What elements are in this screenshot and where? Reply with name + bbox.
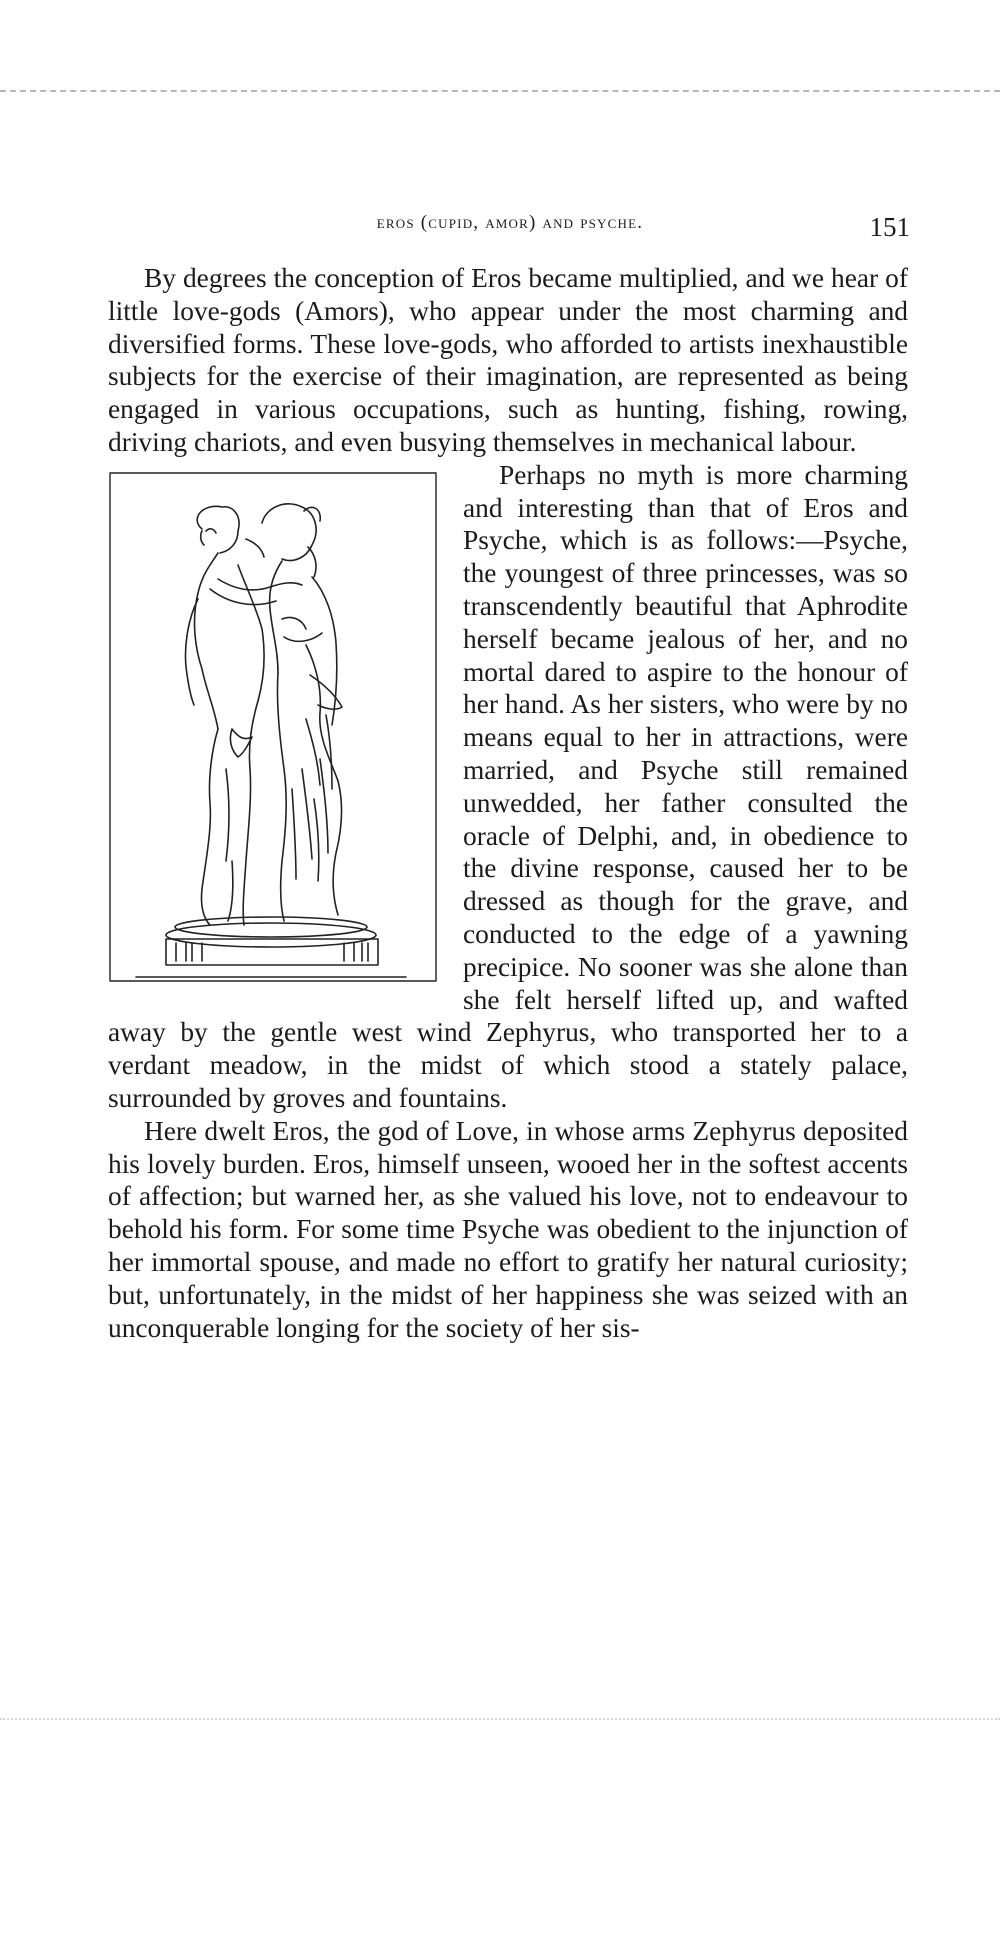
paragraph-2: Perhaps no myth is more charming and interesting than that of Eros and Psyche, which is as follows:—Psyche, the youngest of three princesses, was so transcendently beautiful that Aphrodite herself became jealous of her, and no mortal dared to aspire to the honour of her hand. As her sisters, who were by no means equal to her in attractions, were married, and Psyche still remained unwedded, her father consulted the oracle of Delphi, and, in obedience to the divine response, caused her to be dressed as though for the grave, and conducted to the edge of a yawning precipice. No sooner was she alone than she felt herself lifted up, and wafted away by the gentle west wind Zephyrus, who transported her to a verdant meadow, in the midst of which stood a stately palace, surrounded by groves and fountains. [108,459,908,1113]
paragraph-1: By degrees the conception of Eros became multiplied, and we hear of little love-gods (Amors), who appear under the most charming and diversified forms. These love-gods, who afforded to artists inexhaustible subjects for the exercise of their imagination, are represented as being engaged in various occupations, such as hunting, fishing, rowing, driving chariots, and even busying themselves in mechanical labour. [108,263,908,457]
page-number: 151 [869,212,910,242]
scan-bottom-marks [0,1718,1000,1722]
paragraph-3: Here dwelt Eros, the god of Love, in whose arms Zephyrus deposited his lovely burden. Eros, himself unseen, wooed her in the softest accents of affection; but warned her, as she valued his love, not to endeavour to behold his form. For some time Psyche was obedient to the injunction of her immortal spouse, and made no effort to gratify her natural curiosity; but, unfortunately, in the midst of her happiness she was seized with an unconquerable longing for the society of her sis- [108,1115,908,1343]
statue-illustration-icon [106,469,441,985]
page-header [110,212,910,246]
running-head: eros (cupid, amor) and psyche. [376,212,644,233]
scan-edge-rule [0,90,1000,94]
page-body [108,262,908,1344]
eros-psyche-statue-figure [106,469,441,985]
